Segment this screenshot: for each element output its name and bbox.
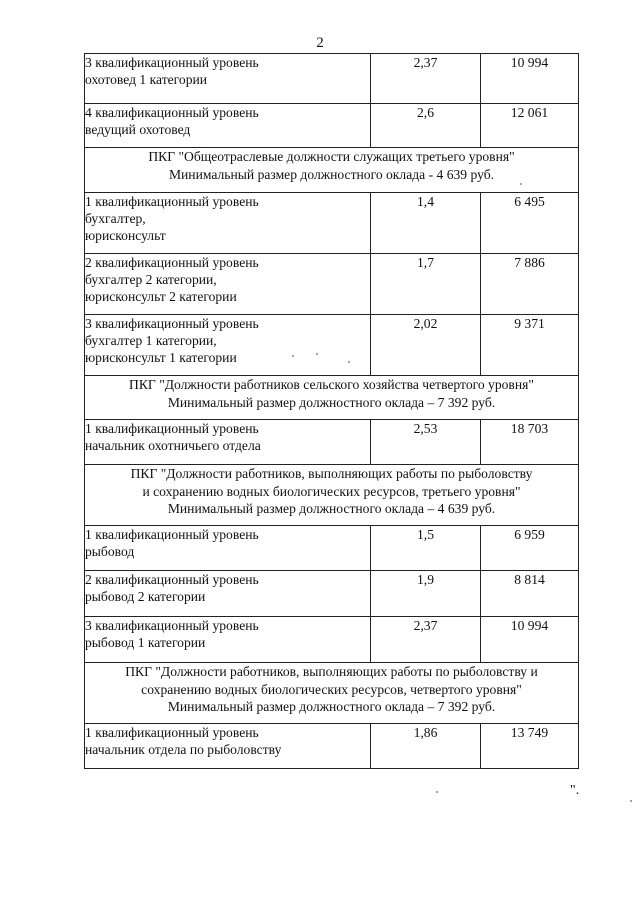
level-name-cell: 1 квалификационный уровень начальник отдела по рыболовству — [85, 724, 371, 769]
group-header-line: Минимальный размер должностного оклада – 7 392 руб. — [167, 699, 496, 714]
group-header-row — [85, 376, 579, 420]
group-header-cell — [85, 148, 579, 193]
group-header-line: ПКГ "Должности работников сельского хозяйства четвертого уровня" — [129, 377, 534, 392]
coefficient-cell: 2,37 — [371, 54, 481, 104]
group-header-line: ПКГ "Общеотраслевые должности служащих третьего уровня" — [148, 149, 515, 164]
group-header-line: Минимальный размер должностного оклада – 4 639 руб. — [167, 501, 496, 516]
coefficient-cell: 2,53 — [371, 420, 481, 465]
level-name-cell: 1 квалификационный уровень рыбовод — [85, 526, 371, 571]
salary-cell: 18 703 — [481, 420, 579, 465]
level-name-cell: 2 квалификационный уровень рыбовод 2 категории — [85, 571, 371, 617]
table-row — [85, 315, 579, 376]
salary-table — [84, 53, 579, 769]
level-name-cell: 3 квалификационный уровень охотовед 1 категории — [85, 54, 371, 104]
coefficient-cell: 2,6 — [371, 104, 481, 148]
group-header-line: Минимальный размер должностного оклада – 7 392 руб. — [167, 394, 496, 410]
scan-speck — [316, 353, 318, 355]
table-row — [85, 54, 579, 104]
level-name-cell: 4 квалификационный уровень ведущий охотовед — [85, 104, 371, 148]
level-name-cell: 1 квалификационный уровень бухгалтер, юрисконсульт — [85, 193, 371, 254]
salary-cell: 6 495 — [481, 193, 579, 254]
scan-speck — [348, 361, 350, 363]
coefficient-cell: 1,9 — [371, 571, 481, 617]
coefficient-cell: 1,4 — [371, 193, 481, 254]
level-name-cell: 3 квалификационный уровень бухгалтер 1 категории, юрисконсульт 1 категории — [85, 315, 371, 376]
group-header-cell — [85, 663, 579, 724]
group-header-line: сохранению водных биологических ресурсов, четвертого уровня" — [141, 681, 522, 697]
table-row — [85, 571, 579, 617]
group-header-line: ПКГ "Должности работников, выполняющих работы по рыболовству — [130, 466, 533, 481]
coefficient-cell: 2,37 — [371, 617, 481, 663]
salary-cell: 10 994 — [481, 54, 579, 104]
group-header-line: и сохранению водных биологических ресурсов, третьего уровня" — [142, 483, 521, 499]
salary-cell: 6 959 — [481, 526, 579, 571]
scan-speck — [520, 183, 522, 185]
scan-speck — [436, 791, 438, 793]
salary-cell: 10 994 — [481, 617, 579, 663]
group-header-row — [85, 465, 579, 526]
coefficient-cell: 2,02 — [371, 315, 481, 376]
scan-speck — [630, 800, 632, 802]
page-number: 2 — [316, 35, 324, 51]
group-header-cell — [85, 376, 579, 420]
group-header-row — [85, 148, 579, 193]
group-header-line: ПКГ "Должности работников, выполняющих работы по рыболовству и — [125, 664, 538, 679]
coefficient-cell: 1,5 — [371, 526, 481, 571]
table-row — [85, 254, 579, 315]
table-row — [85, 724, 579, 769]
salary-cell: 13 749 — [481, 724, 579, 769]
level-name-cell: 1 квалификационный уровень начальник охотничьего отдела — [85, 420, 371, 465]
coefficient-cell: 1,7 — [371, 254, 481, 315]
group-header-row — [85, 663, 579, 724]
group-header-cell — [85, 465, 579, 526]
closing-quote: ". — [570, 783, 580, 798]
level-name-cell: 2 квалификационный уровень бухгалтер 2 категории, юрисконсульт 2 категории — [85, 254, 371, 315]
table-row — [85, 104, 579, 148]
group-header-line: Минимальный размер должностного оклада - 4 639 руб. — [168, 166, 495, 182]
level-name-cell: 3 квалификационный уровень рыбовод 1 категории — [85, 617, 371, 663]
scan-speck — [292, 355, 294, 357]
salary-cell: 12 061 — [481, 104, 579, 148]
table-row — [85, 420, 579, 465]
salary-cell: 7 886 — [481, 254, 579, 315]
salary-cell: 8 814 — [481, 571, 579, 617]
table-row — [85, 526, 579, 571]
table-row — [85, 617, 579, 663]
salary-cell: 9 371 — [481, 315, 579, 376]
coefficient-cell: 1,86 — [371, 724, 481, 769]
table-row — [85, 193, 579, 254]
